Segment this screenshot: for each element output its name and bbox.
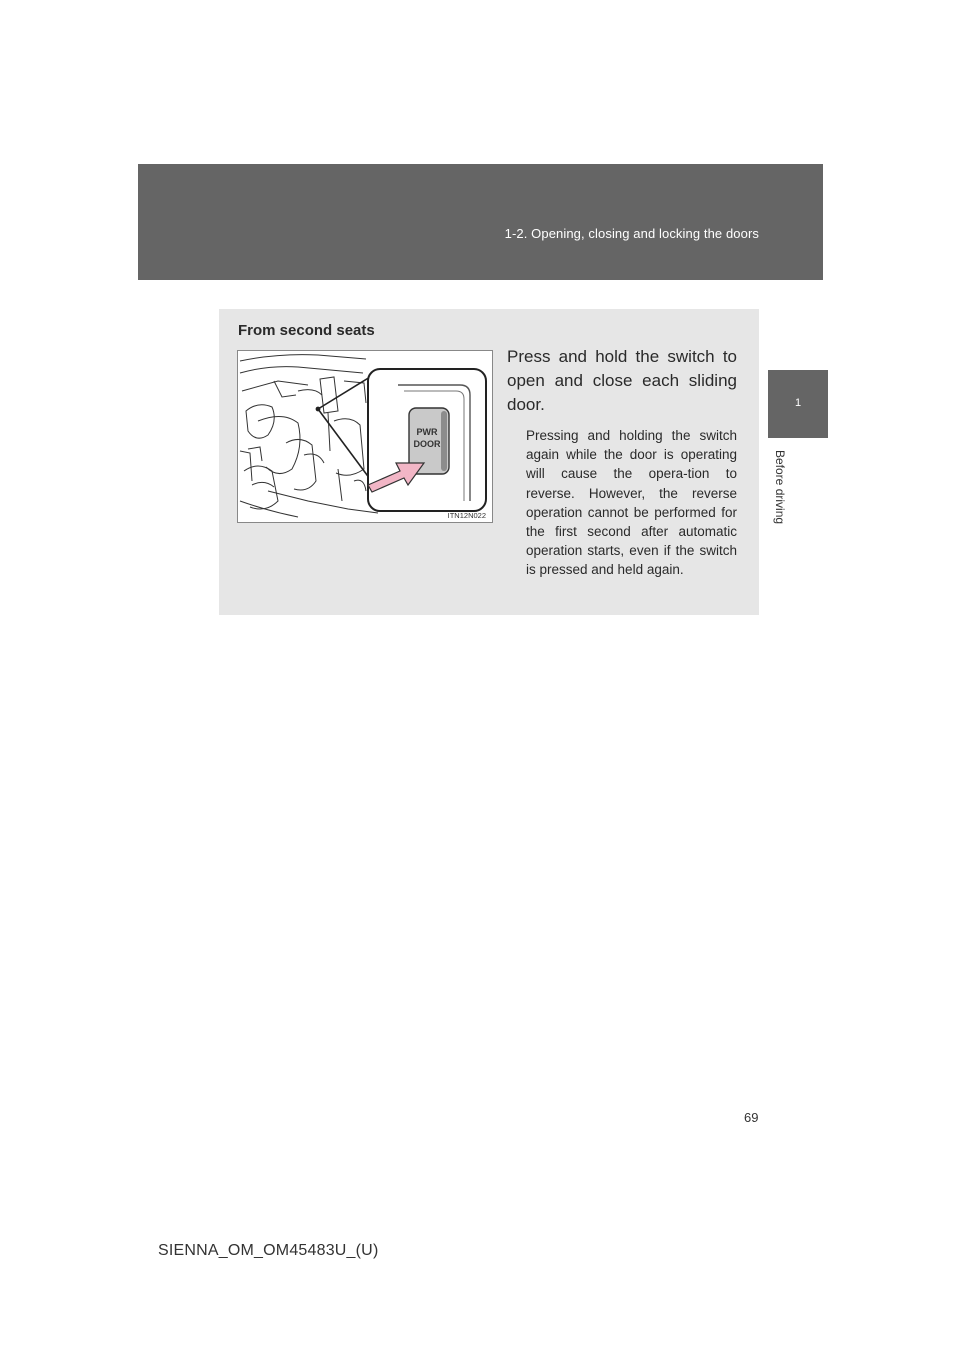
callout-lines <box>318 377 370 479</box>
switch-label-line1: PWR <box>416 427 438 437</box>
content-box <box>219 309 759 615</box>
header-band <box>138 164 823 280</box>
chapter-tab <box>768 370 828 438</box>
chapter-label: Before driving <box>773 450 787 525</box>
figure-code: ITN12N022 <box>447 511 486 520</box>
document-code: SIENNA_OM_OM45483U_(U) <box>158 1242 379 1259</box>
chapter-number: 1 <box>794 397 802 409</box>
page-number: 69 <box>744 1110 759 1125</box>
note-text: Pressing and holding the switch again while the door is operating will cause the opera-tion to reverse. However, the reverse operation cannot be performed for the first second after automatic operation starts, even if the switch is pressed and held again. <box>526 428 737 578</box>
vehicle-interior-illustration <box>238 351 492 522</box>
section-title: 1-2. Opening, closing and locking the doors <box>504 226 759 241</box>
interior-sketch <box>240 355 378 517</box>
switch-location-dot <box>316 407 321 412</box>
illustration-figure <box>237 350 493 523</box>
section-heading: From second seats <box>238 322 375 339</box>
instruction-text: Press and hold the switch to open and close each sliding door. <box>507 347 737 414</box>
switch-label-line2: DOOR <box>413 439 441 449</box>
